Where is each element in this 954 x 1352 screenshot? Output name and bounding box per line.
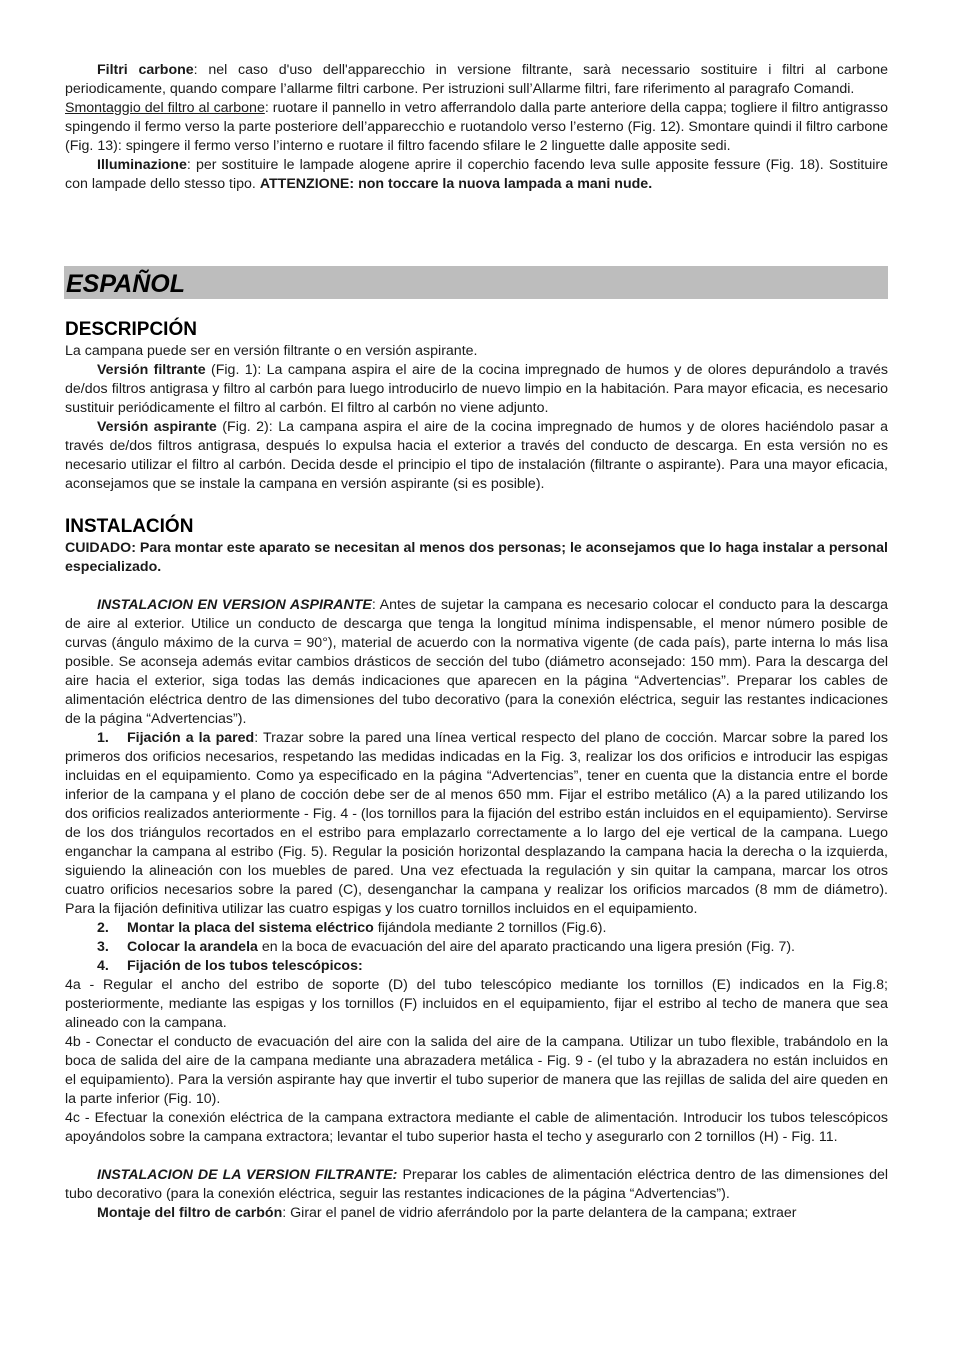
section-title: ESPAÑOL xyxy=(66,270,185,298)
version-aspirante-text: (Fig. 2): La campana aspira el aire de la cocina impregnado de humos y de olores haciéndolo pasar a través de/dos filtros antigrasa, después lo expulsa hacia el exterior a través del conducto de descarga. En esta versión no es necesario utilizar el filtro al carbón. Decida desde el principio el tipo de instalación (filtrante o aspirante). Para una mayor eficacia, aconsejamos que se instale la campana en versión aspirante (si es posible). xyxy=(65,419,889,492)
version-filtrante-paragraph xyxy=(65,361,888,418)
step-1-label: Fijación a la pared xyxy=(127,730,255,746)
version-aspirante-paragraph xyxy=(65,418,888,494)
smontaggio-text: : ruotare il pannello in vetro afferrandolo dalla parte anteriore della cappa; togliere il filtro antigrasso spingendo il fermo verso la parte posteriore dell’apparecchio e ruotandolo verso l’esterno (Fig. 12). Smontare quindi il filtro carbone (Fig. 13): spingere il fermo verso l’interno e ruotare il filtro facendo sfilare le 2 linguette dalle apposite sedi. xyxy=(65,100,888,154)
instalacion-filtrante-label: INSTALACION DE LA VERSION FILTRANTE: xyxy=(97,1167,398,1183)
smontaggio-paragraph xyxy=(65,99,888,156)
step-3-paragraph xyxy=(65,938,888,957)
step-2-number: 2. xyxy=(97,920,109,936)
step-2-paragraph xyxy=(65,919,888,938)
instalacion-aspirante-paragraph xyxy=(65,596,888,729)
illuminazione-warning: ATTENZIONE: non toccare la nuova lampada a mani nude. xyxy=(259,176,653,192)
section-banner xyxy=(64,266,888,299)
descripcion-intro: La campana puede ser en versión filtrante o en versión aspirante. xyxy=(65,343,478,359)
illuminazione-label: Illuminazione xyxy=(97,157,187,173)
step-1-text: : Trazar sobre la pared una línea vertical respecto del plano de cocción. Marcar sobre la pared los primeros dos orificios necesarios, respetando las medidas indicadas en la Fig. 3, realizar los dos orificios e introducir las espigas incluidas en el equipamiento. Como ya especificado en la página “Advertencias”, tener en cuenta que la distancia entre el borde inferior de la campana y el plano de cocción debe ser de al menos 650 mm. Fijar el estribo metálico (A) a la pared utilizando los dos orificios realizados anteriormente - Fig. 4 - (los tornillos para la fijación del estribo están incluidos en el equipamiento). Servirse de los dos triángulos recortados en el estribo para emplazarlo correctamente a lo largo del eje vertical de la campana. Luego enganchar la campana al estribo (Fig. 5). Regular la posición horizontal desplazando la campana hacia la derecha o la izquierda, siguiendo la alineación con los muebles de pared. Una vez efectuada la regulación y sin quitar la campana, marcar los otros cuatro orificios necesarios sobre la pared (C), desenganchar la campana y realizar los orificios marcados (8 mm de diámetro). Para la fijación definitiva utilizar las cuatro espigas y los cuatro tornillos incluidos en el equipamiento. xyxy=(65,730,888,917)
filtri-carbone-label: Filtri carbone xyxy=(97,62,194,78)
instalacion-filtrante-text: Preparar los cables de alimentación eléctrica dentro de las dimensiones del tubo decorativo (para la conexión eléctrica, seguir las restantes indicaciones de la página “Advertencias”). xyxy=(65,1167,889,1202)
step-3-text: en la boca de evacuación del aire del aparato practicando una ligera presión (Fig. 7). xyxy=(257,939,796,955)
illuminazione-paragraph xyxy=(65,156,888,194)
step-2-label: Montar la placa del sistema eléctrico xyxy=(127,920,374,936)
step-4a-paragraph: 4a - Regular el ancho del estribo de soporte (D) del tubo telescópico mediante los tornillos (E) indicados en la Fig.8; posteriormente, mediante las espigas y los tornillos (F) incluidos en el equipamiento, fijar el estribo al techo de manera que sea alineado con la campana. xyxy=(65,977,888,1031)
montaje-filtro-paragraph xyxy=(65,1204,888,1223)
filtri-carbone-text: : nel caso d'uso dell'apparecchio in versione filtrante, sarà necessario sostituire i filtri al carbone periodicamente, quando compare l’allarme filtri carbone. Per istruzioni sull’Allarme filtri, fare riferimento al paragrafo Comandi. xyxy=(65,62,888,97)
cuidado-warning: CUIDADO: Para montar este aparato se necesitan al menos dos personas; le aconsejamos que lo haga instalar a personal especializado. xyxy=(65,540,888,575)
italian-section xyxy=(65,61,888,194)
version-aspirante-label: Versión aspirante xyxy=(97,419,217,435)
step-1-paragraph xyxy=(65,729,888,919)
descripcion-section xyxy=(65,318,888,494)
step-4b-paragraph: 4b - Conectar el conducto de evacuación del aire con la salida del aire de la campana. Utilizar un tubo flexible, trabándolo en la boca de salida del aire de la campana mediante una abrazadera metálica - Fig. 9 - (el tubo y la abrazadera no están incluidos en el equipamiento). Para la versión aspirante hay que invertir el tubo superior de manera que las rejillas de salida del aire queden en la parte inferior (Fig. 10). xyxy=(65,1034,888,1107)
step-3-number: 3. xyxy=(97,939,109,955)
smontaggio-label: Smontaggio del filtro al carbone xyxy=(65,100,265,116)
step-4-paragraph xyxy=(65,957,888,976)
instalacion-filtrante-paragraph xyxy=(65,1166,888,1204)
step-4c-paragraph: 4c - Efectuar la conexión eléctrica de la campana extractora mediante el cable de alimentación. Introducir los tubos telescópicos apoyándolos sobre la campana extractora; levantar el tubo superior hasta el techo y asegurarlo con 2 tornillos (H) - Fig. 11. xyxy=(65,1110,888,1145)
version-filtrante-text: (Fig. 1): La campana aspira el aire de la cocina impregnado de humos y de olores depurándolo a través de/dos filtros antigrasa y filtro al carbón para luego introducirlo de nuevo limpio en la habitación. Para mayor eficacia, es necesario sustituir periódicamente el filtro al carbón. El filtro al carbón no viene adjunto. xyxy=(65,362,888,416)
step-1-number: 1. xyxy=(97,730,109,746)
instalacion-section xyxy=(65,515,888,1223)
filtri-carbone-paragraph xyxy=(65,61,888,99)
illuminazione-text: : per sostituire le lampade alogene aprire il coperchio facendo leva sulle apposite fessure (Fig. 18). Sostituire con lampade dello stesso tipo. xyxy=(65,157,888,192)
instalacion-aspirante-label: INSTALACION EN VERSION ASPIRANTE xyxy=(97,597,372,613)
step-3-label: Colocar la arandela xyxy=(127,939,258,955)
instalacion-heading: INSTALACIÓN xyxy=(65,516,194,537)
montaje-filtro-text: : Girar el panel de vidrio aferrándolo por la parte delantera de la campana; extraer xyxy=(282,1205,797,1221)
montaje-filtro-label: Montaje del filtro de carbón xyxy=(97,1205,283,1221)
instalacion-aspirante-text: : Antes de sujetar la campana es necesario colocar el conducto para la descarga de aire al exterior. Utilice un conducto de descarga que tenga la longitud mínima indispensable, el menor número posible de curvas (ángulo máximo de la curva = 90°), material de acuerdo con la normativa vigente (de cada país), parte interna lo más lisa posible. Se aconseja además evitar cambios drásticos de sección del tubo (diámetro aconsejado: 150 mm). Para la descarga del aire hacia el exterior, siga todas las demás indicaciones que aparecen en la página “Advertencias”. Preparar los cables de alimentación eléctrica dentro de las dimensiones del tubo decorativo (para la conexión eléctrica, seguir las restantes indicaciones de la página “Advertencias”). xyxy=(65,597,888,727)
descripcion-heading: DESCRIPCIÓN xyxy=(65,319,197,340)
step-4-label: Fijación de los tubos telescópicos: xyxy=(127,958,363,974)
step-2-text: fijándola mediante 2 tornillos (Fig.6). xyxy=(373,920,607,936)
step-4-number: 4. xyxy=(97,958,109,974)
version-filtrante-label: Versión filtrante xyxy=(97,362,206,378)
